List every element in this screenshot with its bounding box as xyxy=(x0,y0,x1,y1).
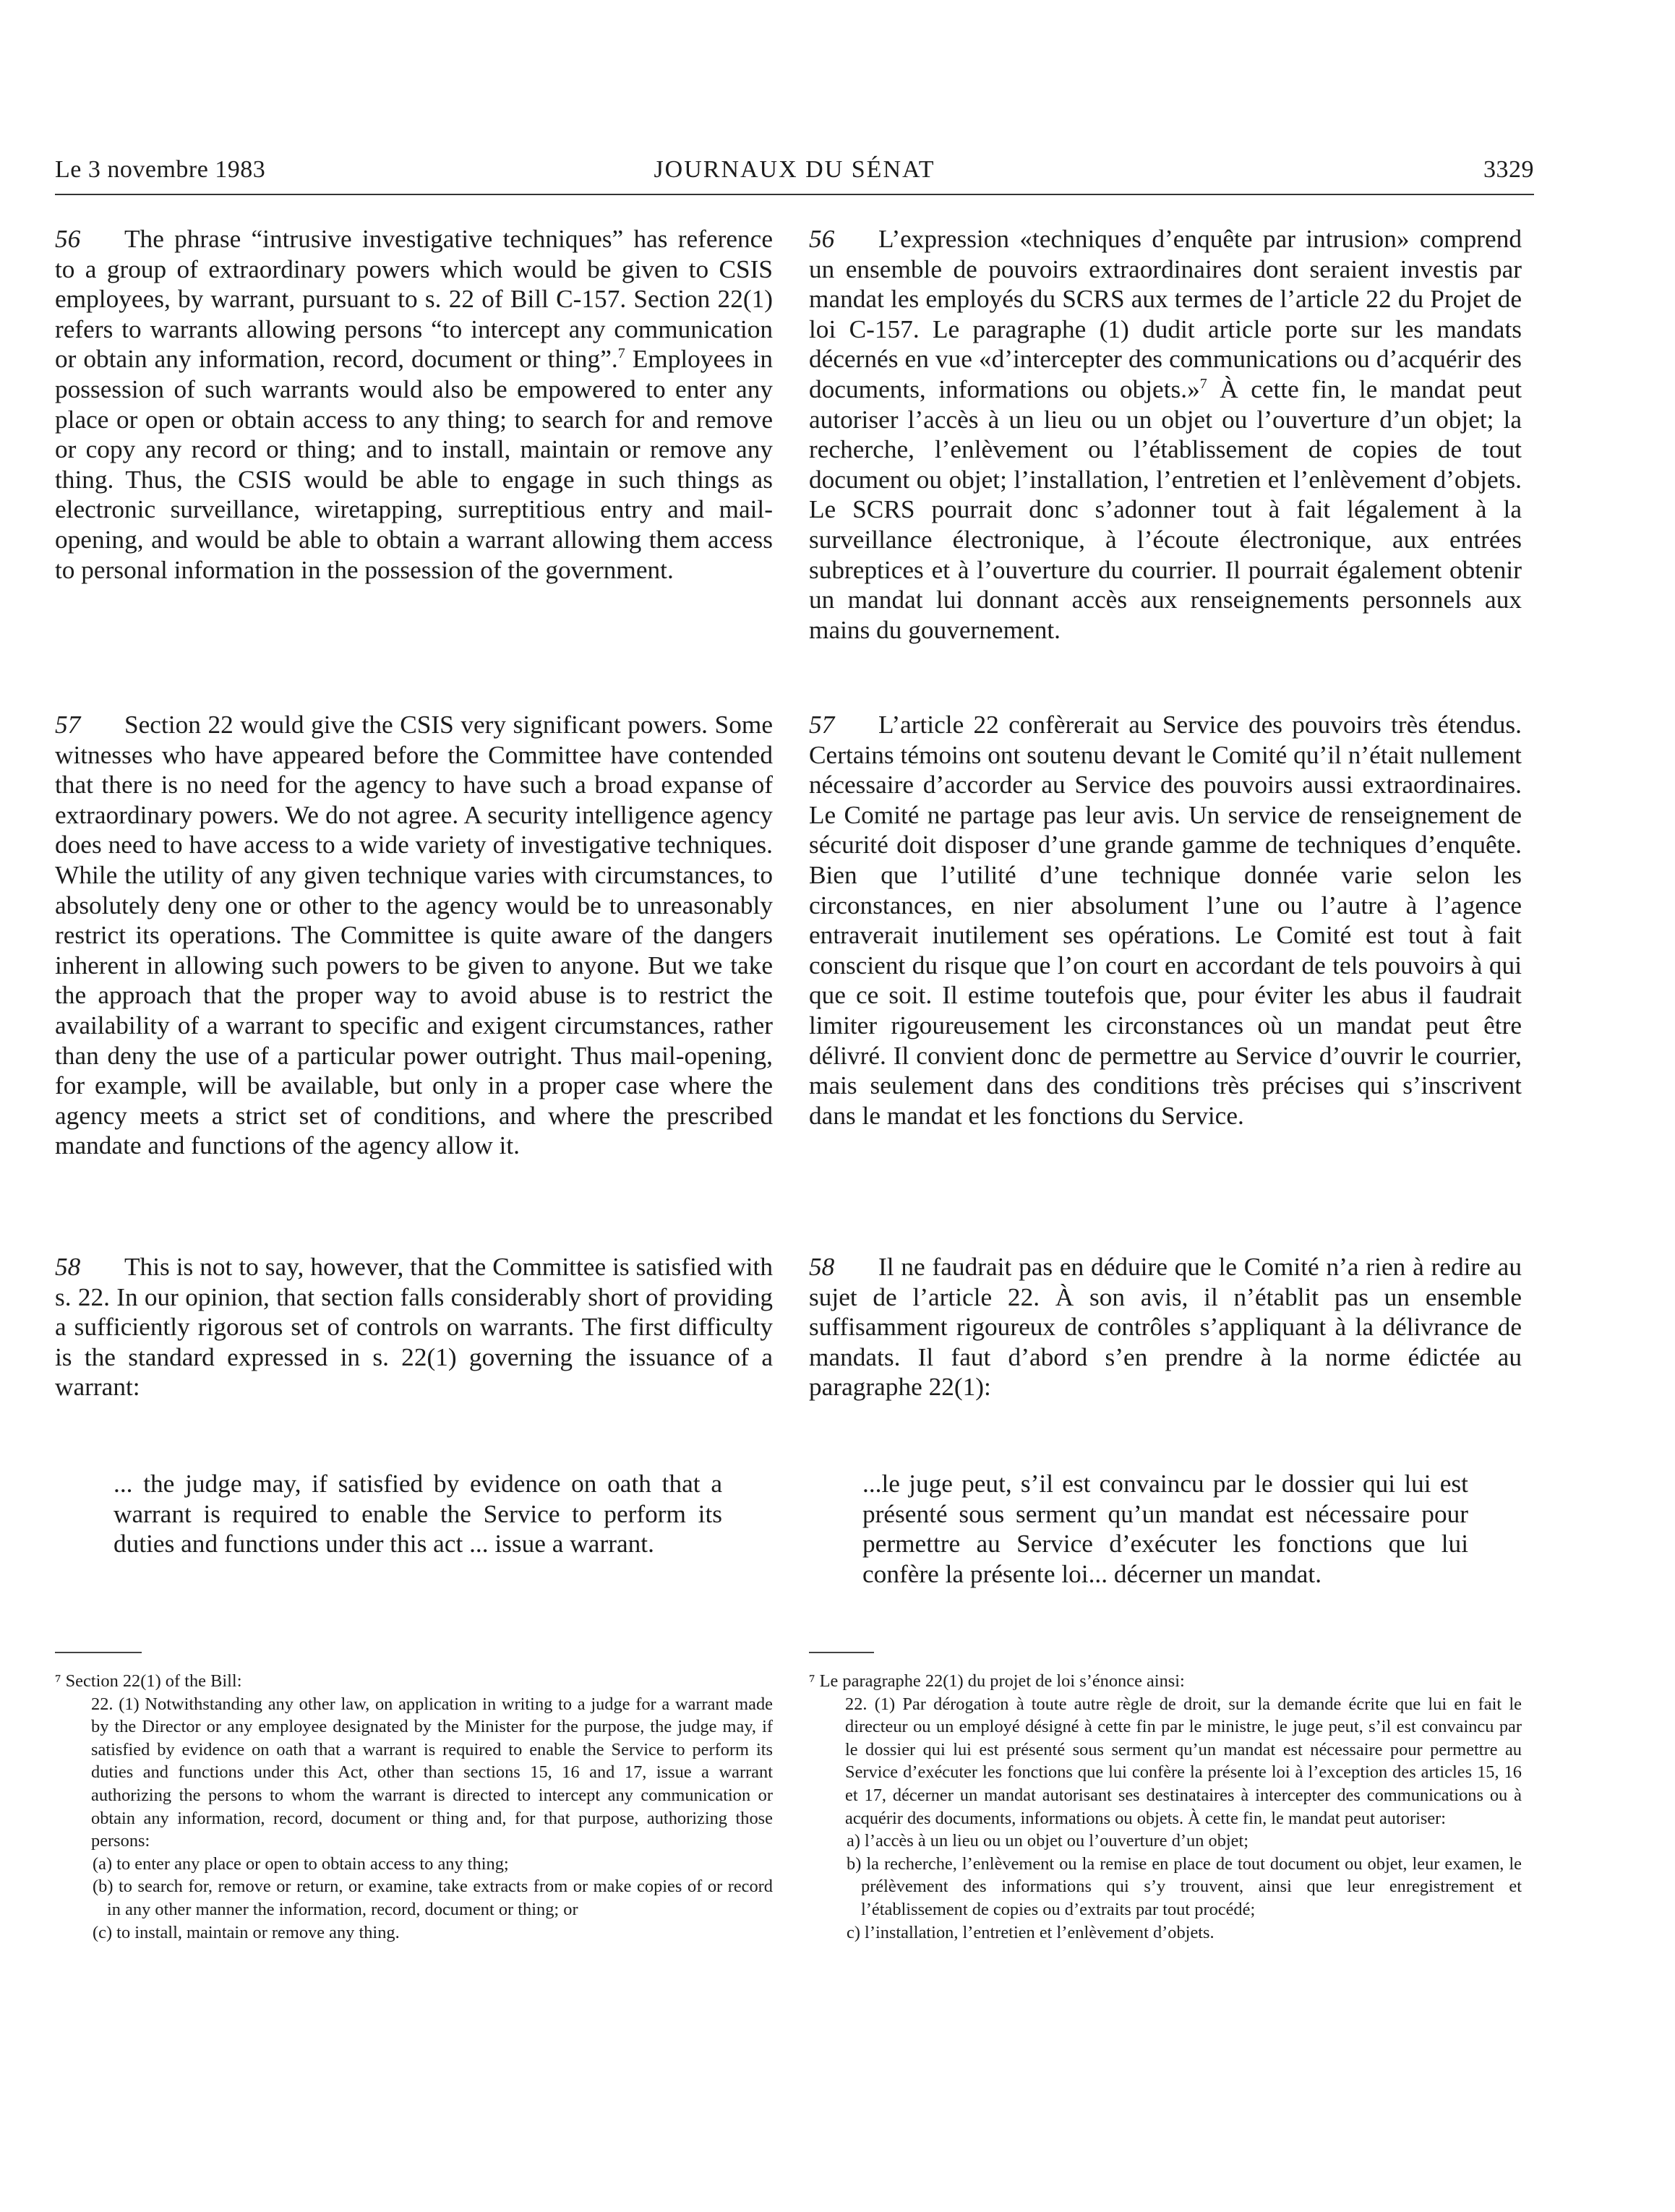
en-p57-text: Section 22 would give the CSIS very significant powers. Some witnesses who have appeared before the Committee have contended that there is no need for the agency to have such a broad expanse of extraordinary powers. We do not agree. A security intelligence agency does need to have access to a wide variety of investigative techniques. While the utility of any given technique varies with circumstances, to absolutely deny one or other to the agency would be to unreasonably restrict its operations. The Committee is quite aware of the dangers inherent in allowing such powers to be given to anyone. But we take the approach that the proper way to avoid abuse is to restrict the availability of a warrant to specific and exigent circumstances, rather than deny the use of a particular power outright. Thus mail-opening, for example, will be available, but only in a proper case where the agency meets a strict set of conditions, and where the prescribed mandate and functions of the agency allow it. xyxy=(55,711,773,1160)
en-p58-text: This is not to say, however, that the Committee is satisfied with s. 22. In our opinion, that section falls considerably short of providing a sufficiently rigorous set of controls on warrants. The first difficulty is the standard expressed in s. 22(1) governing the issuance of a warrant: xyxy=(55,1253,773,1402)
en-paragraph-58 xyxy=(55,1252,773,1402)
fr-paragraph-58 xyxy=(809,1252,1522,1402)
footnote-ref[interactable]: 7 xyxy=(1199,376,1207,393)
en-footnote-item-a: (a) to enter any place or open to obtain access to any thing; xyxy=(93,1853,509,1874)
fr-p58-text: Il ne faudrait pas en déduire que le Comité n’a rien à redire au sujet de l’article 22. À son avis, il n’établit pas un ensemble suffisamment rigoureux de contrôles s’appliquant à la délivrance de mandats. Il faut d’abord s’en prendre à la norme édictée au paragraphe 22(1): xyxy=(809,1253,1522,1402)
header-date: Le 3 novembre 1983 xyxy=(55,156,266,183)
en-footnote-body: 22. (1) Notwithstanding any other law, on application in writing to a judge for a warrant made by the Director or any employee designated by the Minister for the purpose, the judge may, if satisfied by evidence on oath that a warrant is required to enable the Service to perform its duties and functions under this Act, other than sections 15, 16 and 17, issue a warrant authorizing the persons to whom the warrant is directed to intercept any communication or obtain any information, record, document or thing and, for that purpose, authorizing those persons: xyxy=(91,1694,773,1851)
fr-footnote xyxy=(809,1670,1522,1944)
en-footnote-item-b: (b) to search for, remove or return, or examine, take extracts from or make copies of or record in any other manner the information, record, document or thing; or xyxy=(93,1877,773,1919)
en-footnote xyxy=(55,1670,773,1944)
en-paragraph-56 xyxy=(55,224,773,585)
en-footnote-item-c: (c) to install, maintain or remove any thing. xyxy=(93,1922,400,1942)
en-footnote-rule xyxy=(55,1652,142,1653)
en-paragraph-number: 56 xyxy=(55,225,81,253)
en-block-quote: ... the judge may, if satisfied by evidence on oath that a warrant is required to enable the Service to perform its duties and functions under this act ... issue a warrant. xyxy=(113,1470,722,1559)
fr-footnote-item-c: c) l’installation, l’entretien et l’enlèvement d’objets. xyxy=(847,1922,1215,1942)
header-title: JOURNAUX DU SÉNAT xyxy=(654,156,935,183)
en-paragraph-57 xyxy=(55,710,773,1161)
en-p56-text-a: The phrase “intrusive investigative techniques” has reference to a group of extraordinary powers which would be given to CSIS employees, by warrant, pursuant to s. 22 of Bill C-157. Section 22(1) refers to warrants allowing persons “to intercept any communication or obtain any information, record, document or thing”. xyxy=(55,225,773,374)
fr-footnote-body: 22. (1) Par dérogation à toute autre règle de droit, sur la demande écrite que lui en fait le directeur ou un employé désigné à cette fin par le ministre, le juge peut, s’il est convaincu par le dossier qui lui est présenté sous serment qu’un mandat est nécessaire pour permettre au Service d’exécuter les fonctions que lui confère la présente loi à l’exception des articles 15, 16 et 17, décerner un mandat autorisant ses destinataires à intercepter des communications ou à acquérir des documents, informations ou objets. À cette fin, le mandat peut autoriser: xyxy=(845,1694,1522,1828)
en-paragraph-number: 57 xyxy=(55,711,81,739)
fr-paragraph-57 xyxy=(809,710,1522,1131)
fr-paragraph-56 xyxy=(809,224,1522,645)
page-number: 3329 xyxy=(1483,156,1534,183)
fr-p57-text: L’article 22 confèrerait au Service des pouvoirs très étendus. Certains témoins ont soutenu devant le Comité qu’il n’était nullement nécessaire d’accorder au Service des pouvoirs aussi extraordinaires. Le Comité ne partage pas leur avis. Un service de renseignement de sécurité doit disposer d’une grande gamme de techniques d’enquête. Bien que l’utilité d’une technique donnée varie selon les circonstances, en nier absolument l’une ou l’autre à l’agence entraverait inutilement ses opérations. Le Comité est tout à fait conscient du risque que l’on court en accordant de tels pouvoirs à qui que ce soit. Il estime toutefois que, pour éviter les abus il faudrait limiter rigoureusement les circonstances où un mandat peut être délivré. Il convient donc de permettre au Service d’ouvrir le courrier, mais seulement dans des conditions très précises qui s’inscrivent dans le mandat et les fonctions du Service. xyxy=(809,711,1522,1130)
fr-p56-text-a: L’expression «techniques d’enquête par intrusion» comprend un ensemble de pouvoirs extraordinaires dont seraient investis par mandat les employés du SCRS aux termes de l’article 22 du Projet de loi C-157. Le paragraphe (1) dudit article porte sur les mandats décernés en vue «d’intercepter des communications ou d’acquérir des documents, informations ou objets.» xyxy=(809,225,1522,403)
fr-block-quote: ...le juge peut, s’il est convaincu par le dossier qui lui est présenté sous serment qu’un mandat est nécessaire pour permettre au Service d’exécuter les fonctions que lui confère la présente loi... décerner un mandat. xyxy=(862,1470,1468,1588)
fr-footnote-item-b: b) la recherche, l’enlèvement ou la remise en place de tout document ou objet, leur examen, le prélèvement des informations qui s’y trouvent, ainsi que leur enregistrement et l’établissement de copies ou d’extraits par tout procédé; xyxy=(847,1853,1522,1919)
en-footnote-head: ⁷ Section 22(1) of the Bill: xyxy=(55,1671,242,1691)
fr-paragraph-number: 56 xyxy=(809,225,835,253)
en-paragraph-number: 58 xyxy=(55,1253,81,1281)
fr-footnote-head: ⁷ Le paragraphe 22(1) du projet de loi s’énonce ainsi: xyxy=(809,1671,1185,1691)
page-header xyxy=(55,153,1534,195)
fr-paragraph-number: 58 xyxy=(809,1253,835,1281)
en-p56-text-b: Employees in possession of such warrants would also be empowered to enter any place or open or obtain access to any thing; to search for and remove or copy any record or thing; and to install, maintain or remove any thing. Thus, the CSIS would be able to engage in such things as electronic surveillance, wiretapping, surreptitious entry and mail-opening, and would be able to obtain a warrant allowing them access to personal information in the possession of the government. xyxy=(55,345,773,584)
fr-p56-text-b: À cette fin, le mandat peut autoriser l’accès à un lieu ou un objet ou l’ouverture d’un objet; la recherche, l’enlèvement ou l’établissement de copies de tout document ou objet; l’installation, l’entretien et l’enlèvement d’objets. Le SCRS pourrait donc s’adonner tout à fait légalement à la surveillance électronique, à l’écoute électronique, aux entrées subreptices et à l’ouverture du courrier. Il pourrait également obtenir un mandat lui donnant accès aux renseignements personnels aux mains du gouvernement. xyxy=(809,374,1522,644)
fr-footnote-item-a: a) l’accès à un lieu ou un objet ou l’ouverture d’un objet; xyxy=(847,1831,1249,1851)
footnote-ref[interactable]: 7 xyxy=(617,346,625,362)
fr-footnote-rule xyxy=(809,1652,874,1653)
fr-paragraph-number: 57 xyxy=(809,711,835,739)
